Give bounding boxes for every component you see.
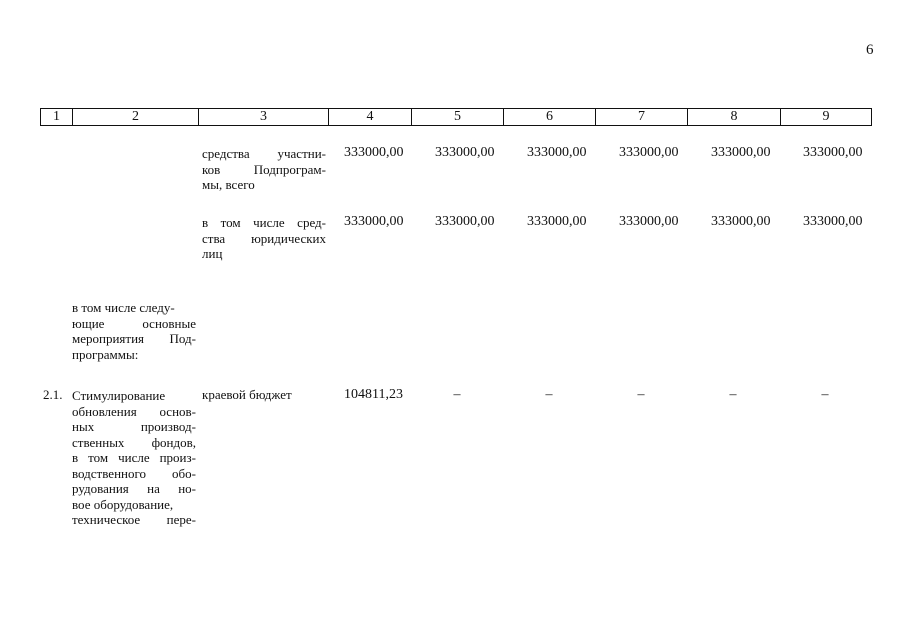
text-word: Стимулирование [72, 388, 166, 403]
text-word: в [72, 450, 79, 465]
text-word: числе [118, 450, 150, 465]
row4-col6-dash: – [545, 387, 553, 402]
text-word: Подпрограм- [253, 161, 326, 177]
header-col-9: 9 [780, 109, 871, 125]
text-word: основ- [159, 403, 196, 419]
header-col-8: 8 [687, 109, 780, 125]
text-word: техническое [72, 512, 141, 527]
text-word: в том числе следу- [72, 300, 175, 315]
text-word: том [88, 450, 109, 465]
row2-col9-value: 333000,00 [803, 214, 863, 229]
text-word: том [220, 215, 241, 230]
row4-col8-dash: – [729, 387, 737, 402]
text-word: на [147, 481, 160, 496]
header-col-1: 1 [53, 109, 60, 124]
text-word: обновления [72, 403, 137, 419]
row1-col8-value: 333000,00 [711, 145, 771, 160]
row4-number: 2.1. [43, 387, 63, 402]
row4-col7-dash: – [637, 387, 645, 402]
text-word: но- [178, 481, 196, 496]
text-word: участни- [277, 146, 326, 161]
text-word: лиц [202, 246, 223, 261]
row2-col6-value: 333000,00 [527, 214, 587, 229]
text-word: сред- [297, 215, 326, 230]
row4-description-cell [72, 388, 196, 528]
text-word: ков [202, 161, 221, 177]
row1-col5-value: 333000,00 [435, 145, 495, 160]
text-word: основные [142, 315, 196, 331]
row2-col8-value: 333000,00 [711, 214, 771, 229]
text-word: мероприятия [72, 331, 145, 346]
header-col-7: 7 [595, 109, 687, 125]
header-col-4: 4 [328, 109, 411, 125]
row2-col7-value: 333000,00 [619, 214, 679, 229]
header-col-5: 5 [411, 109, 503, 125]
header-col-2: 2 [72, 109, 198, 125]
text-word: числе [253, 215, 285, 230]
text-word: юридических [251, 230, 326, 246]
text-word: Под- [169, 331, 196, 346]
text-word: пере- [166, 512, 196, 527]
text-word: фондов, [151, 434, 196, 450]
table-header-row [40, 108, 872, 126]
text-word: программы: [72, 346, 139, 362]
row3-description-cell [72, 300, 196, 362]
row4-col4-value: 104811,23 [344, 387, 403, 402]
page-number: 6 [866, 42, 874, 58]
text-word: рудования [72, 481, 129, 496]
row2-col5-value: 333000,00 [435, 214, 495, 229]
text-word: в [202, 215, 209, 230]
row1-col6-value: 333000,00 [527, 145, 587, 160]
text-word: ства [202, 230, 226, 246]
text-word: производ- [140, 419, 196, 434]
row1-col4-value: 333000,00 [344, 145, 404, 160]
row4-col5-dash: – [453, 387, 461, 402]
text-word: ных [72, 419, 95, 434]
row2-col4-value: 333000,00 [344, 214, 404, 229]
row1-source-cell [202, 146, 326, 193]
text-word: произ- [159, 450, 196, 465]
text-word: водственного [72, 465, 146, 481]
text-word: ственных [72, 434, 125, 450]
header-col-3: 3 [198, 109, 328, 125]
text-word: вое оборудование, [72, 496, 174, 512]
row2-source-cell [202, 215, 326, 262]
row1-col7-value: 333000,00 [619, 145, 679, 160]
row4-source: краевой бюджет [202, 387, 292, 402]
text-word: обо- [172, 465, 196, 481]
row1-col9-value: 333000,00 [803, 145, 863, 160]
row4-col9-dash: – [821, 387, 829, 402]
header-col-6: 6 [503, 109, 595, 125]
text-word: ющие [72, 315, 105, 331]
text-word: средства [202, 146, 250, 161]
text-word: мы, всего [202, 177, 255, 192]
